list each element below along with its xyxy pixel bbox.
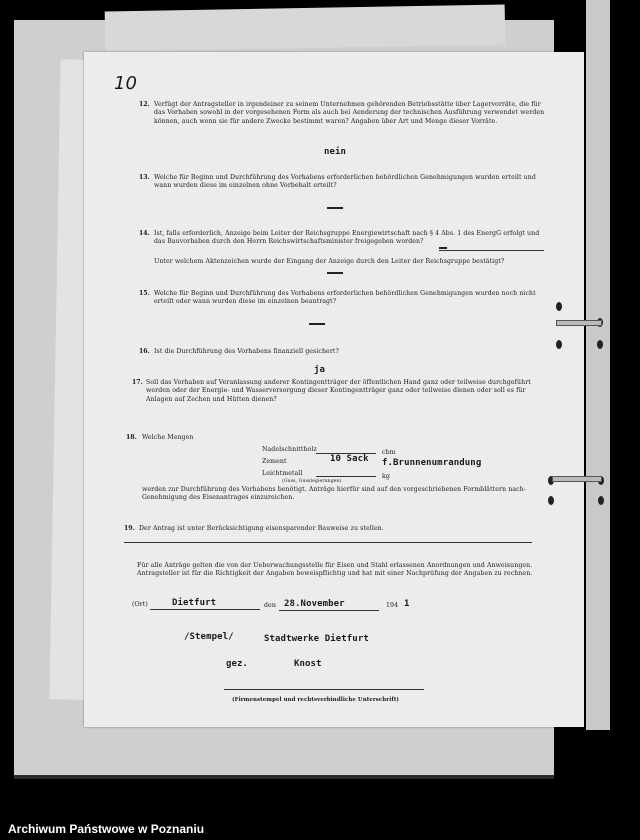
item-number: 13. — [139, 174, 150, 181]
year-suffix: 1 — [404, 599, 410, 609]
label-nadelschnittholz: Nadelschnittholz — [262, 446, 317, 453]
item-text: Welche Mengen — [142, 434, 194, 441]
item-text: Ist die Durchführung des Vorhabens finanziell gesichert? — [154, 348, 339, 355]
year-prefix: 194 — [386, 602, 399, 609]
section-divider — [124, 542, 532, 543]
archive-footer-label: Archiwum Państwowe w Poznaniu — [8, 822, 205, 836]
handwritten-page-number: 10 — [114, 73, 138, 94]
gez-label: gez. — [226, 659, 249, 669]
binder-hole — [556, 340, 562, 349]
bottom-edge — [14, 775, 554, 779]
background-sheet-top — [105, 5, 506, 52]
closing-text: Für alle Anträge gelten die von der Ueberwachungsstelle für Eisen und Stahl erlassenen Anordnungen und Anweisungen. Antragsteller ist für die Richtigkeit der Angaben beweispflichtig und hat mit einer Nachprüfung der Angaben zu rechnen. — [137, 562, 533, 578]
item-text: Soll das Vorhaben auf Veranlassung anderer Kontingentträger der öffentlichen Hand ganz oder teilweise durchgeführt werden oder der Energie- und Wasserversorgung dieser Kontingentträger ganz oder teilweise dienen oder soll es für Anlagen auf Zechen und Hütten dienen? — [146, 379, 531, 403]
answer-12: nein — [324, 147, 347, 157]
signature-line — [224, 689, 424, 690]
item-number: 16. — [139, 348, 150, 355]
date-value: 28.November — [284, 599, 345, 609]
right-paper-edge — [586, 0, 610, 730]
item-number: 19. — [124, 525, 135, 532]
document-page — [84, 52, 584, 727]
fill-line — [316, 476, 376, 477]
stempel-value: Stadtwerke Dietfurt — [264, 634, 369, 644]
label-leichtmetall: Leichtmetall — [262, 470, 303, 477]
item-number: 15. — [139, 290, 150, 297]
binder-hole — [598, 496, 604, 505]
note-zement: f.Brunnenumrandung — [382, 458, 482, 468]
item-text: Welche für Beginn und Durchführung des Vorhabens erforderlichen behördlichen Genehmigungen wurden noch nicht erteilt oder wann wurden diese im einzelnen beantragt? — [154, 290, 536, 306]
answer-line — [439, 250, 544, 251]
item-text: Verfügt der Antragsteller in irgendeiner zu seinem Unternehmen gehörenden Betriebsstätte über Lagervorräte, die für das Vorhaben sowohl in der vorgesehenen Form als auch bei Aenderung der technischen Ausführung verwendet werden können, auch wenn sie für andere Zwecke bestimmt waren? Angaben über Art und Menge dieser Vorräte. — [154, 101, 545, 125]
binder-hole — [597, 340, 603, 349]
answer-dash — [309, 323, 325, 325]
item-number: 17. — [132, 379, 143, 386]
signature-caption: (Firmenstempel und rechtsverbindliche Unterschrift) — [232, 697, 400, 703]
item-number: 18. — [126, 434, 137, 441]
materials-purpose-text: werden zur Durchführung des Vorhabens benötigt. Anträge hierfür sind auf den vorgeschriebenen Formblättern nach-Genehmigung des Eisenantrages einzureichen. — [142, 486, 526, 502]
answer-dash — [327, 207, 343, 209]
answer-16: ja — [314, 365, 326, 375]
binder-hole — [548, 496, 554, 505]
label-leichtmetall-sub: (Guss, Gusslegierungen) — [282, 479, 342, 484]
item-text: Ist, falls erforderlich, Anzeige beim Leiter der Reichsgruppe Energiewirtschaft nach § 4 Abs. 1 des EnergG erfolgt und das Bauvorhaben durch den Herrn Reichswirtschaftsminister freigegeben worden? — [154, 230, 540, 246]
binder-clip — [552, 476, 602, 482]
value-zement: 10 Sack — [330, 454, 369, 464]
fill-line — [150, 609, 260, 610]
item-text: Welche für Beginn und Durchführung des Vorhabens erforderlichen behördlichen Genehmigungen wurden erteilt und wann wurden diese im einzelnen ohne Vorbehalt erteilt? — [154, 174, 536, 190]
answer-dash — [439, 247, 447, 249]
unit-kg: kg — [382, 473, 390, 480]
label-zement: Zement — [262, 458, 287, 465]
item-number: 14. — [139, 230, 150, 237]
signer-name: Knost — [294, 659, 322, 669]
binder-clip — [556, 320, 602, 326]
item-number: 12. — [139, 101, 150, 108]
binder-hole — [556, 302, 562, 311]
stempel-label: /Stempel/ — [184, 632, 234, 642]
answer-dash — [327, 272, 343, 274]
item-text: Unter welchem Aktenzeichen wurde der Eingang der Anzeige durch den Leiter der Reichsgruppe bestätigt? — [154, 258, 505, 265]
ort-value: Dietfurt — [172, 598, 217, 608]
ort-label: (Ort) — [132, 601, 148, 608]
den-label: den — [264, 602, 276, 609]
unit-cbm: cbm — [382, 449, 396, 456]
item-text: Der Antrag ist unter Berücksichtigung eisensparender Bauweise zu stellen. — [139, 525, 384, 532]
fill-line — [279, 610, 379, 611]
